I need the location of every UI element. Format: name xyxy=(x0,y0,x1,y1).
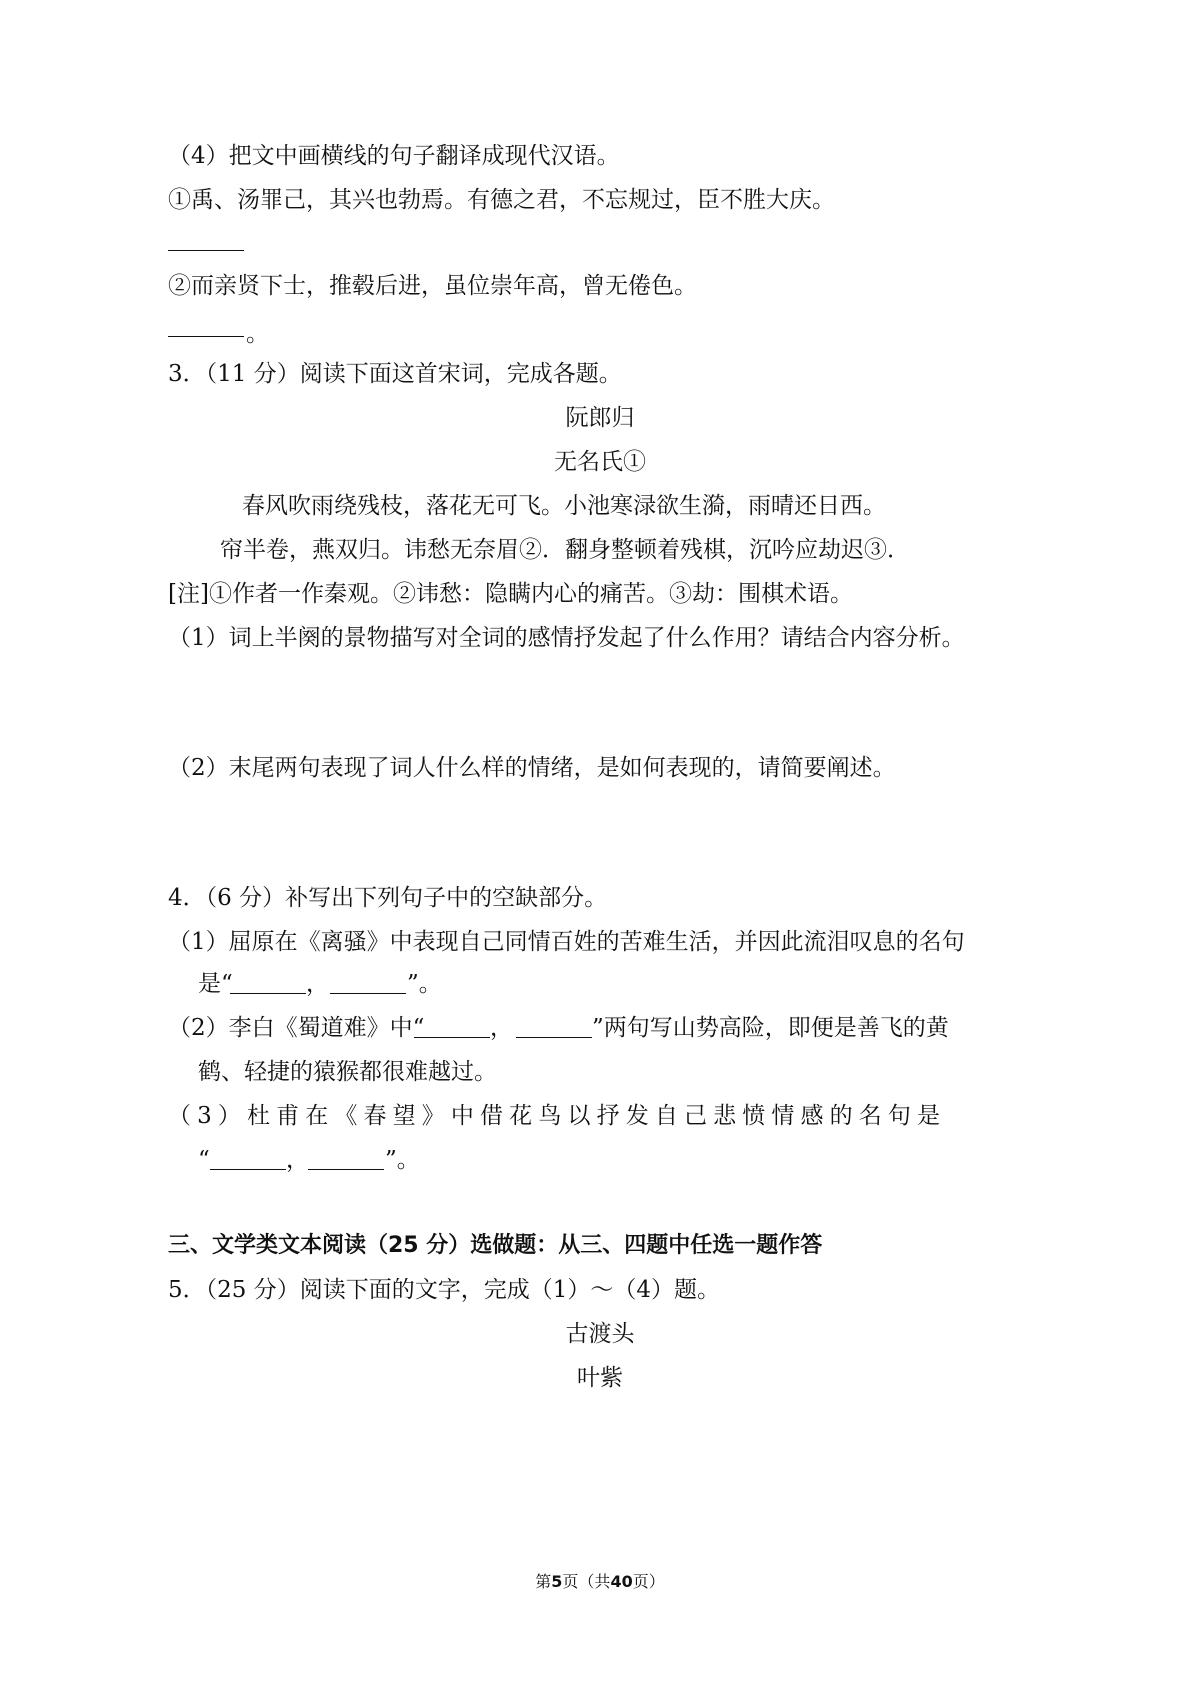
fill-blank-4-2-b xyxy=(516,1037,592,1038)
question-3: 3．（11 分）阅读下面这首宋词，完成各题。 xyxy=(168,361,622,387)
question-4-1-comma: ， xyxy=(306,971,329,997)
section-3-heading: 三、文学类文本阅读（25 分）选做题：从三、四题中任选一题作答 xyxy=(168,1233,823,1258)
poem-line-2: 帘半卷，燕双归。讳愁无奈眉②．翻身整顿着残棋，沉吟应劫迟③． xyxy=(220,537,910,563)
fill-blank-4-3-b xyxy=(308,1169,384,1170)
poem-line-1: 春风吹雨绕残枝，落花无可飞。小池寒渌欲生漪，雨晴还日西。 xyxy=(242,493,886,519)
question-4-3-line-2-start: “ xyxy=(198,1147,210,1173)
question-4-2-comma: ， xyxy=(490,1015,513,1041)
question-4: 4．（6 分）补写出下列句子中的空缺部分。 xyxy=(168,885,608,911)
period-mark: 。 xyxy=(246,321,269,347)
footer-total-pages: 40 xyxy=(610,1572,633,1591)
fill-blank-4-1-b xyxy=(330,993,406,994)
footer-prefix: 第 xyxy=(535,1572,552,1591)
fill-blank-4-2-a xyxy=(414,1037,490,1038)
question-4-1-line-1: （1）屈原在《离骚》中表现自己同情百姓的苦难生活，并因此流泪叹息的名句 xyxy=(168,929,965,955)
question-4-3-line-1: （3）杜甫在《春望》中借花鸟以抒发自己悲愤情感的名句是 xyxy=(168,1103,940,1129)
poem-note: [注]①作者一作秦观。②讳愁：隐瞒内心的痛苦。③劫：围棋术语。 xyxy=(168,581,853,607)
question-4-2-line-2: 鹤、轻捷的猿猴都很难越过。 xyxy=(198,1059,497,1085)
question-4-3-comma: ， xyxy=(286,1147,309,1173)
sentence-2: ②而亲贤下士，推毂后进，虽位崇年高，曾无倦色。 xyxy=(168,273,697,299)
answer-blank-2 xyxy=(168,336,244,337)
poem-title: 阮郎归 xyxy=(565,405,635,431)
question-3-1: （1）词上半阕的景物描写对全词的感情抒发起了什么作用？请结合内容分析。 xyxy=(168,625,965,651)
footer-middle: 页（共 xyxy=(562,1572,611,1591)
text-author: 叶紫 xyxy=(577,1365,623,1391)
question-5: 5．（25 分）阅读下面的文字，完成（1）～（4）题。 xyxy=(168,1277,720,1303)
question-2-4: （4）把文中画横线的句子翻译成现代汉语。 xyxy=(168,143,620,169)
poem-author: 无名氏① xyxy=(554,449,646,475)
fill-blank-4-1-a xyxy=(230,993,306,994)
footer-suffix: 页） xyxy=(632,1572,665,1591)
question-4-1-line-2-start: 是“ xyxy=(198,971,233,997)
page-footer xyxy=(0,1569,1200,1592)
sentence-1: ①禹、汤罪己，其兴也勃焉。有德之君，不忘规过，臣不胜大庆。 xyxy=(168,187,835,213)
fill-blank-4-3-a xyxy=(210,1169,286,1170)
question-4-3-end: ”。 xyxy=(385,1147,420,1173)
answer-blank-1 xyxy=(168,250,244,251)
text-title: 古渡头 xyxy=(565,1321,635,1347)
question-4-1-end: ”。 xyxy=(407,971,442,997)
question-4-2-line-1-start: （2）李白《蜀道难》中“ xyxy=(168,1015,425,1041)
question-3-2: （2）末尾两句表现了词人什么样的情绪，是如何表现的，请简要阐述。 xyxy=(168,755,896,781)
footer-page-number: 5 xyxy=(551,1572,563,1591)
question-4-2-line-1-end: ”两句写山势高险，即便是善飞的黄 xyxy=(592,1015,949,1041)
